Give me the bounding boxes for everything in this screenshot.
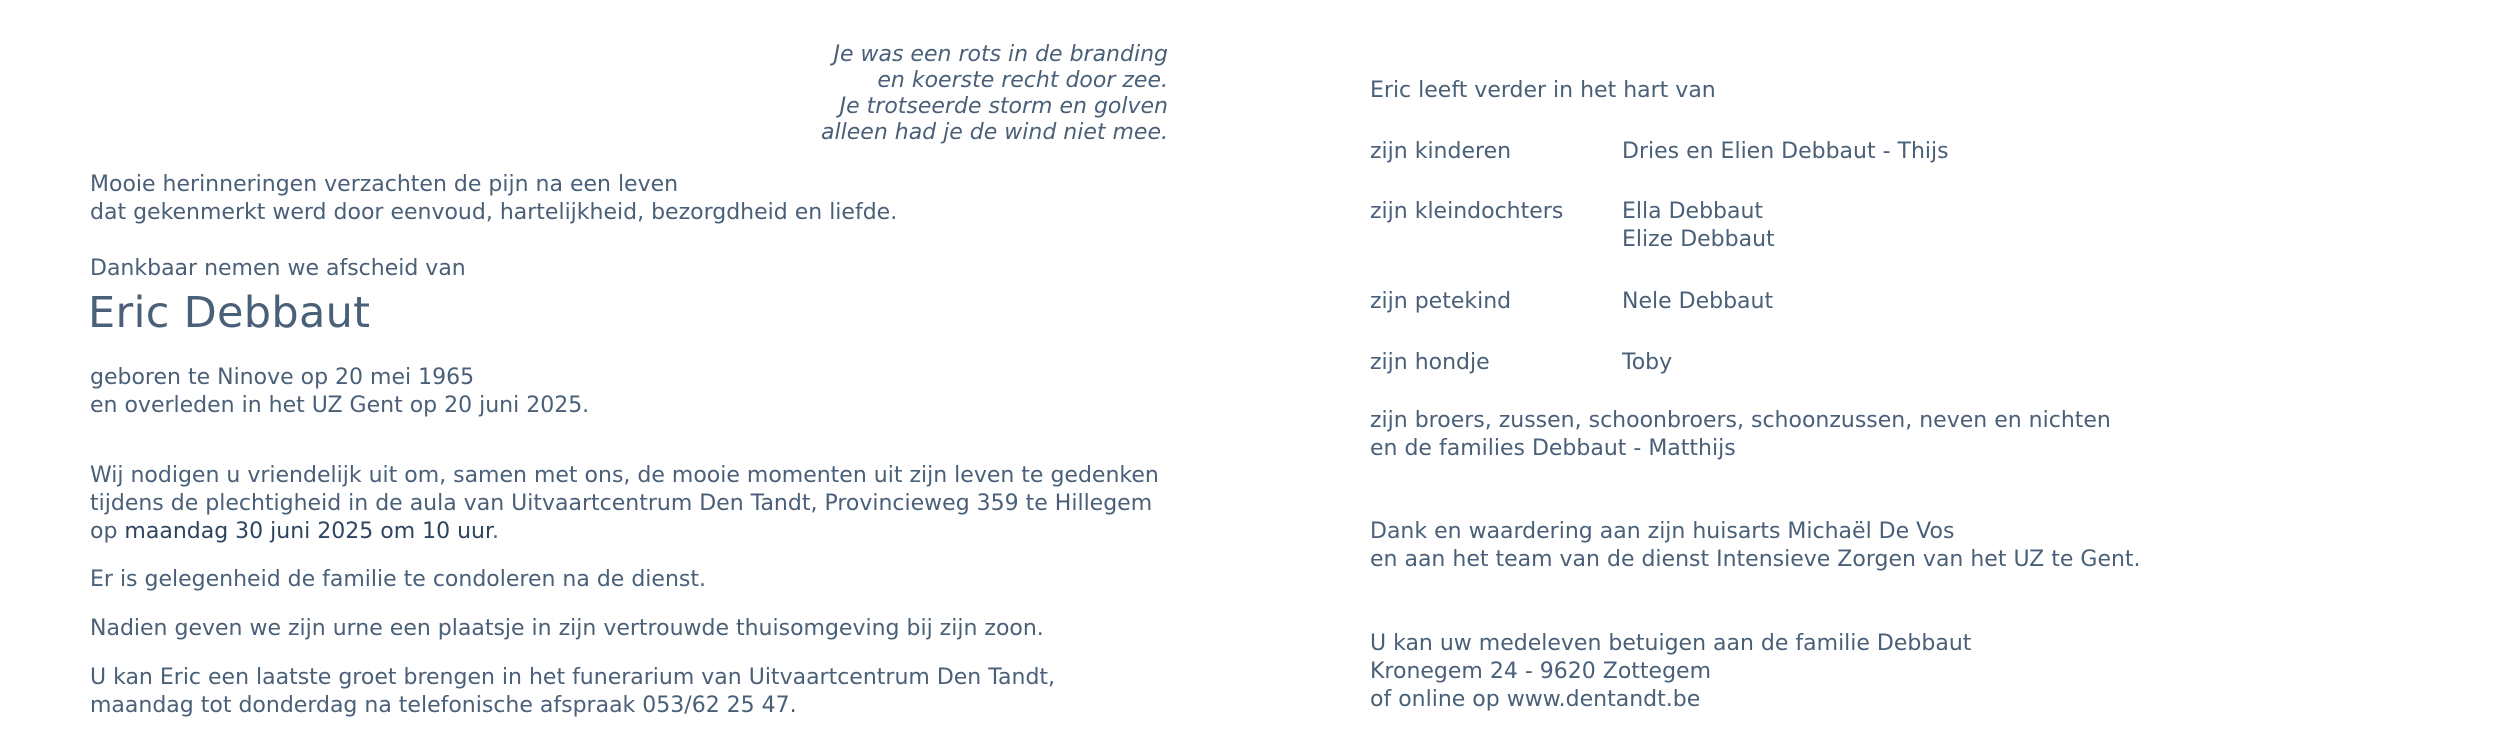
family-label-dog: zijn hondje [1370, 350, 1490, 375]
family-value-children: Dries en Elien Debbaut - Thijs [1622, 139, 1949, 164]
death-line: en overleden in het UZ Gent op 20 juni 2025. [90, 393, 590, 418]
urn-text: Nadien geven we zijn urne een plaatsje in zijn vertrouwde thuisomgeving bij zijn zoon. [90, 616, 1044, 641]
family-value-godchild: Nele Debbaut [1622, 289, 1774, 314]
visit-text [90, 664, 1055, 720]
family-value-dog: Toby [1622, 350, 1673, 375]
extended-family-line: zijn broers, zussen, schoonbroers, schoonzussen, neven en nichten [1370, 408, 2111, 433]
invitation-prefix: op [90, 519, 125, 544]
poem-line: alleen had je de wind niet mee. [821, 120, 1168, 145]
farewell-intro: Dankbaar nemen we afscheid van [90, 256, 466, 281]
family-intro: Eric leeft verder in het hart van [1370, 78, 1716, 103]
memories-line: dat gekenmerkt werd door eenvoud, hartelijkheid, bezorgdheid en liefde. [90, 200, 898, 225]
invitation-line-date [90, 518, 1159, 546]
contact-address: Kronegem 24 - 9620 Zottegem [1370, 659, 1711, 684]
memories-line: Mooie herinneringen verzachten de pijn na een leven [90, 172, 679, 197]
deceased-name: Eric Debbaut [88, 288, 371, 338]
visit-line: U kan Eric een laatste groet brengen in het funerarium van Uitvaartcentrum Den Tandt, [90, 665, 1056, 690]
thanks-line: en aan het team van de dienst Intensieve Zorgen van het UZ te Gent. [1370, 547, 2141, 572]
family-label-granddaughters: zijn kleindochters [1370, 199, 1564, 224]
granddaughter-name: Ella Debbaut [1622, 199, 1764, 224]
contact-line: U kan uw medeleven betuigen aan de familie Debbaut [1370, 631, 1972, 656]
birth-death-text [90, 364, 589, 420]
thanks-line: Dank en waardering aan zijn huisarts Michaël De Vos [1370, 519, 1955, 544]
granddaughter-name: Elize Debbaut [1622, 227, 1775, 252]
condolences-text: Er is gelegenheid de familie te condoleren na de dienst. [90, 567, 706, 592]
visit-line: maandag tot donderdag na telefonische afspraak 053/62 25 47. [90, 693, 797, 718]
ceremony-date: maandag 30 juni 2025 om 10 uur [124, 519, 493, 544]
invitation-line: Wij nodigen u vriendelijk uit om, samen met ons, de mooie momenten uit zijn leven te gedenken [90, 463, 1159, 488]
invitation-text [90, 462, 1159, 546]
family-label-godchild: zijn petekind [1370, 289, 1512, 314]
extended-family-text [1370, 407, 2111, 463]
thanks-text [1370, 518, 2141, 574]
poem [821, 42, 1168, 146]
poem-line: Je trotseerde storm en golven [839, 94, 1168, 119]
birth-line: geboren te Ninove op 20 mei 1965 [90, 365, 475, 390]
family-value-granddaughters [1622, 198, 1775, 254]
poem-line: Je was een rots in de branding [833, 42, 1168, 67]
family-label-children: zijn kinderen [1370, 139, 1512, 164]
memories-text [90, 171, 897, 227]
contact-text [1370, 630, 1971, 714]
poem-line: en koerste recht door zee. [877, 68, 1168, 93]
extended-family-line: en de families Debbaut - Matthijs [1370, 436, 1736, 461]
invitation-suffix: . [492, 519, 500, 544]
contact-website: of online op www.dentandt.be [1370, 687, 1701, 712]
invitation-line: tijdens de plechtigheid in de aula van Uitvaartcentrum Den Tandt, Provincieweg 359 te Hillegem [90, 491, 1153, 516]
